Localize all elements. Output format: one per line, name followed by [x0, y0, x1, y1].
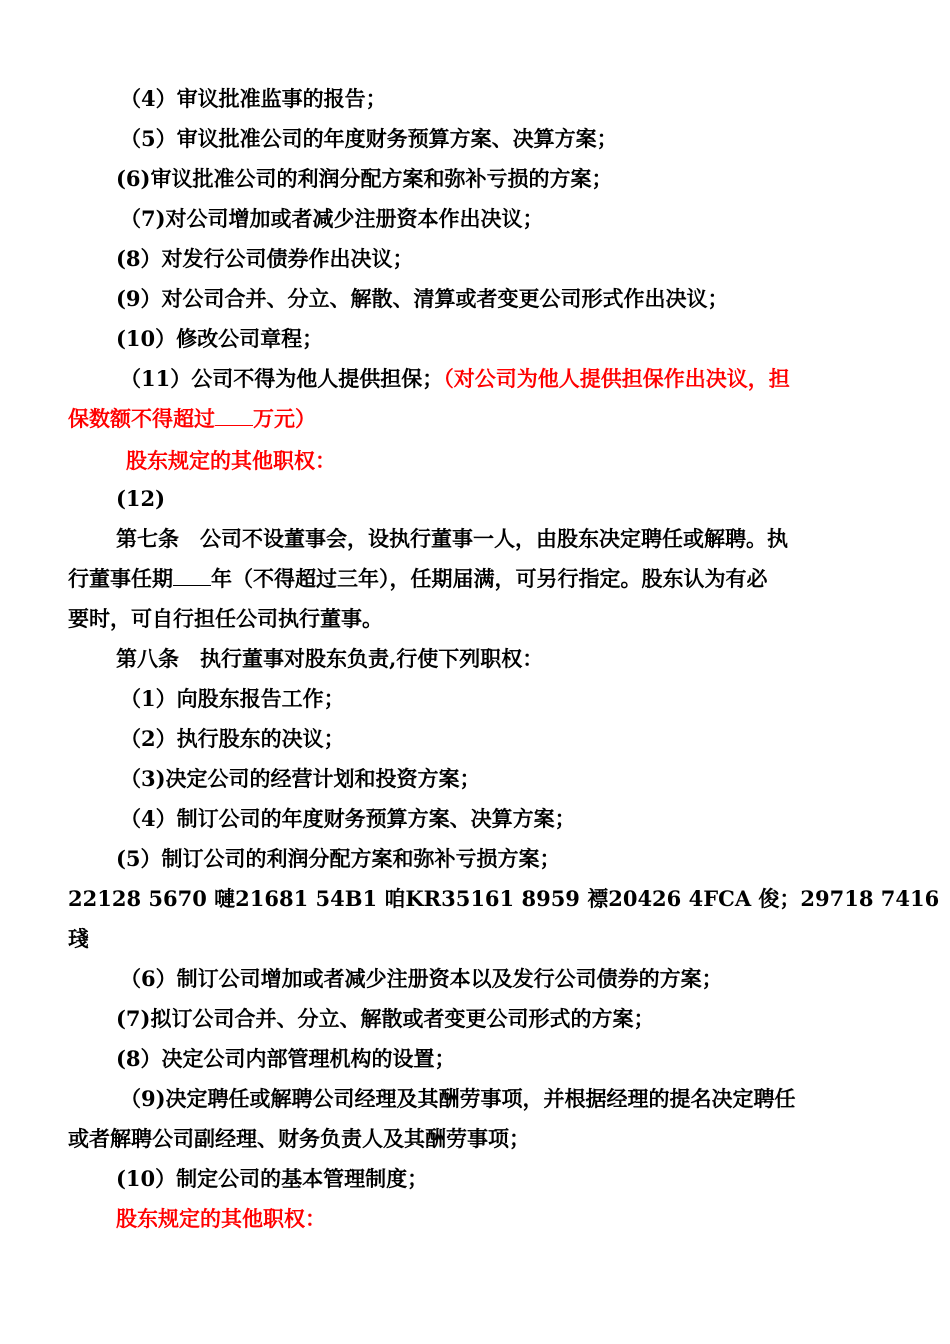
other-powers-heading-1: 股东规定的其他职权：	[126, 448, 336, 473]
clause-9-merger: (9）对公司合并、分立、解散、清算或者变更公司形式作出决议；	[116, 286, 729, 311]
article-7-line-1: 第七条 公司不设董事会，设执行董事一人，由股东决定聘任或解聘。执	[116, 526, 788, 551]
clause-4-shareholder-review-supervisor: （4）审议批准监事的报告；	[120, 86, 387, 111]
garbled-code-line: 22128 5670 嗹21681 54B1 咱KR35161 8959 褾20426 4FCA 俊；29718 7416	[68, 886, 940, 911]
term-rest: 年（不得超过三年），任期届满，可另行指定。股东认为有必	[211, 566, 768, 591]
director-clause-9-line-2: 或者解聘公司副经理、财务负责人及其酬劳事项；	[68, 1126, 530, 1151]
article-7-line-3: 要时，可自行担任公司执行董事。	[68, 606, 383, 631]
director-clause-9-line-1: （9)决定聘任或解聘公司经理及其酬劳事项，并根据经理的提名决定聘任	[120, 1086, 796, 1111]
guarantee-note: （对公司为他人提供担保作出决议，担	[443, 366, 790, 391]
director-clause-6: （6）制订公司增加或者减少注册资本以及发行公司债券的方案；	[120, 966, 723, 991]
clause-8-bonds: (8）对发行公司债券作出决议；	[116, 246, 414, 271]
director-clause-2: （2）执行股东的决议；	[120, 726, 345, 751]
director-clause-7: (7)拟订公司合并、分立、解散或者变更公司形式的方案；	[116, 1006, 655, 1031]
other-powers-heading-2: 股东规定的其他职权：	[116, 1206, 326, 1231]
amount-blank	[215, 407, 253, 426]
clause-6-profit-distribution: (6)审议批准公司的利润分配方案和弥补亏损的方案；	[116, 166, 613, 191]
clause-7-capital-change: （7)对公司增加或者减少注册资本作出决议；	[120, 206, 544, 231]
guarantee-limit-text: 保数额不得超过	[68, 406, 215, 431]
clause-5-shareholder-budget: （5）审议批准公司的年度财务预算方案、决算方案；	[120, 126, 618, 151]
article-8-heading: 第八条 执行董事对股东负责,行使下列职权：	[116, 646, 544, 671]
article-7-line-2	[68, 564, 884, 594]
director-clause-1: （1）向股东报告工作；	[120, 686, 345, 711]
director-clause-4: （4）制订公司的年度财务预算方案、决算方案；	[120, 806, 576, 831]
clause-10-amend-articles: (10）修改公司章程；	[116, 326, 324, 351]
guarantee-unit: 万元）	[253, 406, 316, 431]
term-label: 行董事任期	[68, 566, 173, 591]
clause-12: (12)	[116, 486, 166, 511]
director-clause-8: (8）决定公司内部管理机构的设置；	[116, 1046, 456, 1071]
guarantee-note-continued	[68, 404, 884, 434]
garbled-code-line-2: 琖	[68, 926, 89, 951]
director-clause-3: （3)决定公司的经营计划和投资方案；	[120, 766, 481, 791]
director-clause-5: (5）制订公司的利润分配方案和弥补亏损方案；	[116, 846, 561, 871]
director-clause-10: (10）制定公司的基本管理制度；	[116, 1166, 429, 1191]
term-blank	[173, 567, 211, 586]
clause-11-guarantee	[68, 364, 936, 394]
clause-11-text: （11）公司不得为他人提供担保；	[120, 366, 444, 391]
